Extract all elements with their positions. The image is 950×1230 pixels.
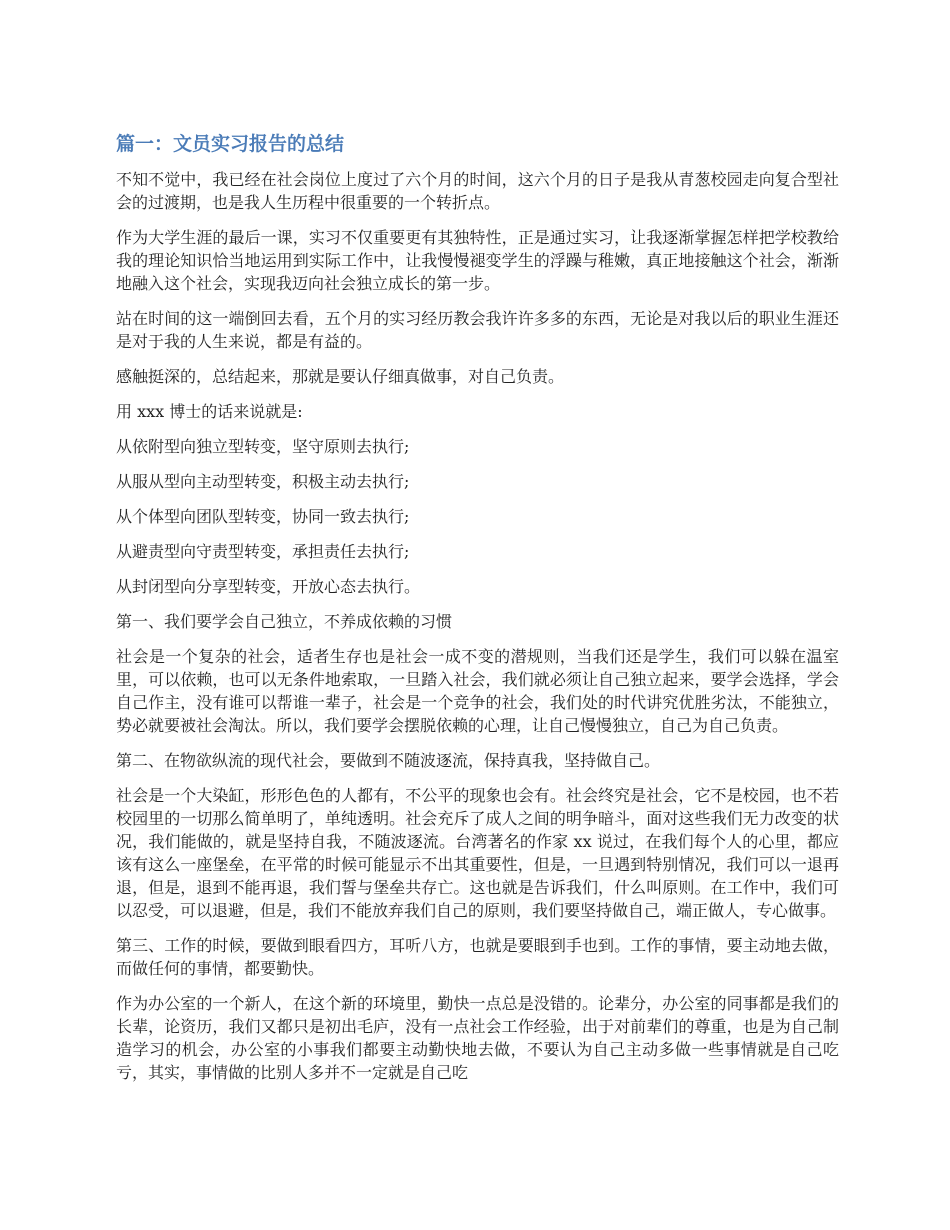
document-page [116, 120, 839, 1096]
paragraph: 用 xxx 博士的话来说就是: [116, 402, 303, 421]
list-item: 从避责型向守责型转变，承担责任去执行; [116, 542, 410, 561]
section-heading: 第一、我们要学会自己独立，不养成依赖的习惯 [116, 612, 453, 631]
paragraph: 不知不觉中，我已经在社会岗位上度过了六个月的时间，这六个月的日子是我从青葱校园走向复合型社会的过渡期，也是我人生历程中很重要的一个转折点。 [116, 170, 839, 212]
list-item: 从依附型向独立型转变，坚守原则去执行; [116, 437, 410, 456]
paragraph: 作为办公室的一个新人，在这个新的环境里，勤快一点总是没错的。论辈分，办公室的同事都是我们的长辈，论资历，我们又都只是初出毛庐，没有一点社会工作经验，出于对前辈们的尊重，也是为自己制造学习的机会，办公室的小事我们都要主动勤快地去做，不要认为自己主动多做一些事情就是自己吃亏，其实，事情做的比别人多并不一定就是自己吃 [116, 994, 839, 1082]
paragraph: 感触挺深的，总结起来，那就是要认仔细真做事，对自己负责。 [116, 367, 565, 386]
list-item: 从个体型向团队型转变，协同一致去执行; [116, 507, 410, 526]
list-item: 从服从型向主动型转变，积极主动去执行; [116, 472, 410, 491]
paragraph: 站在时间的这一端倒回去看，五个月的实习经历教会我许许多多的东西，无论是对我以后的职业生涯还是对于我的人生来说，都是有益的。 [116, 309, 839, 351]
list-item: 从封闭型向分享型转变，开放心态去执行。 [116, 577, 421, 596]
paragraph: 社会是一个复杂的社会，适者生存也是社会一成不变的潜规则，当我们还是学生，我们可以躲在温室里，可以依赖，也可以无条件地索取，一旦踏入社会，我们就必须让自己独立起来，要学会选择，学会自己作主，没有谁可以帮谁一辈子，社会是一个竞争的社会，我们处的时代讲究优胜劣汰，不能独立，势必就要被社会淘汰。所以，我们要学会摆脱依赖的心理，让自己慢慢独立，自己为自己负责。 [116, 647, 839, 735]
paragraph: 社会是一个大染缸，形形色色的人都有，不公平的现象也会有。社会终究是社会，它不是校园，也不若校园里的一切那么简单明了，单纯透明。社会充斥了成人之间的明争暗斗，面对这些我们无力改变的状况，我们能做的，就是坚持自我，不随波逐流。台湾著名的作家 xx 说过，在我们每个人的心里，都应该有这么一座堡垒，在平常的时候可能显示不出其重要性，但是，一旦遇到特别情况，我们可以一退再退，但是，退到不能再退，我们誓与堡垒共存亡。这也就是告诉我们，什么叫原则。在工作中，我们可以忍受，可以退避，但是，我们不能放弃我们自己的原则，我们要坚持做自己，端正做人，专心做事。 [116, 786, 839, 920]
section-heading: 第三、工作的时候，要做到眼看四方，耳听八方，也就是要眼到手也到。工作的事情，要主动地去做，而做任何的事情，都要勤快。 [116, 936, 839, 978]
document-title: 篇一：文员实习报告的总结 [116, 133, 345, 155]
paragraph: 作为大学生涯的最后一课，实习不仅重要更有其独特性，正是通过实习，让我逐渐掌握怎样把学校教给我的理论知识恰当地运用到实际工作中，让我慢慢褪变学生的浮躁与稚嫩，真正地接触这个社会，渐渐地融入这个社会，实现我迈向社会独立成长的第一步。 [116, 228, 839, 293]
section-heading: 第二、在物欲纵流的现代社会，要做到不随波逐流，保持真我，坚持做自己。 [116, 751, 661, 770]
